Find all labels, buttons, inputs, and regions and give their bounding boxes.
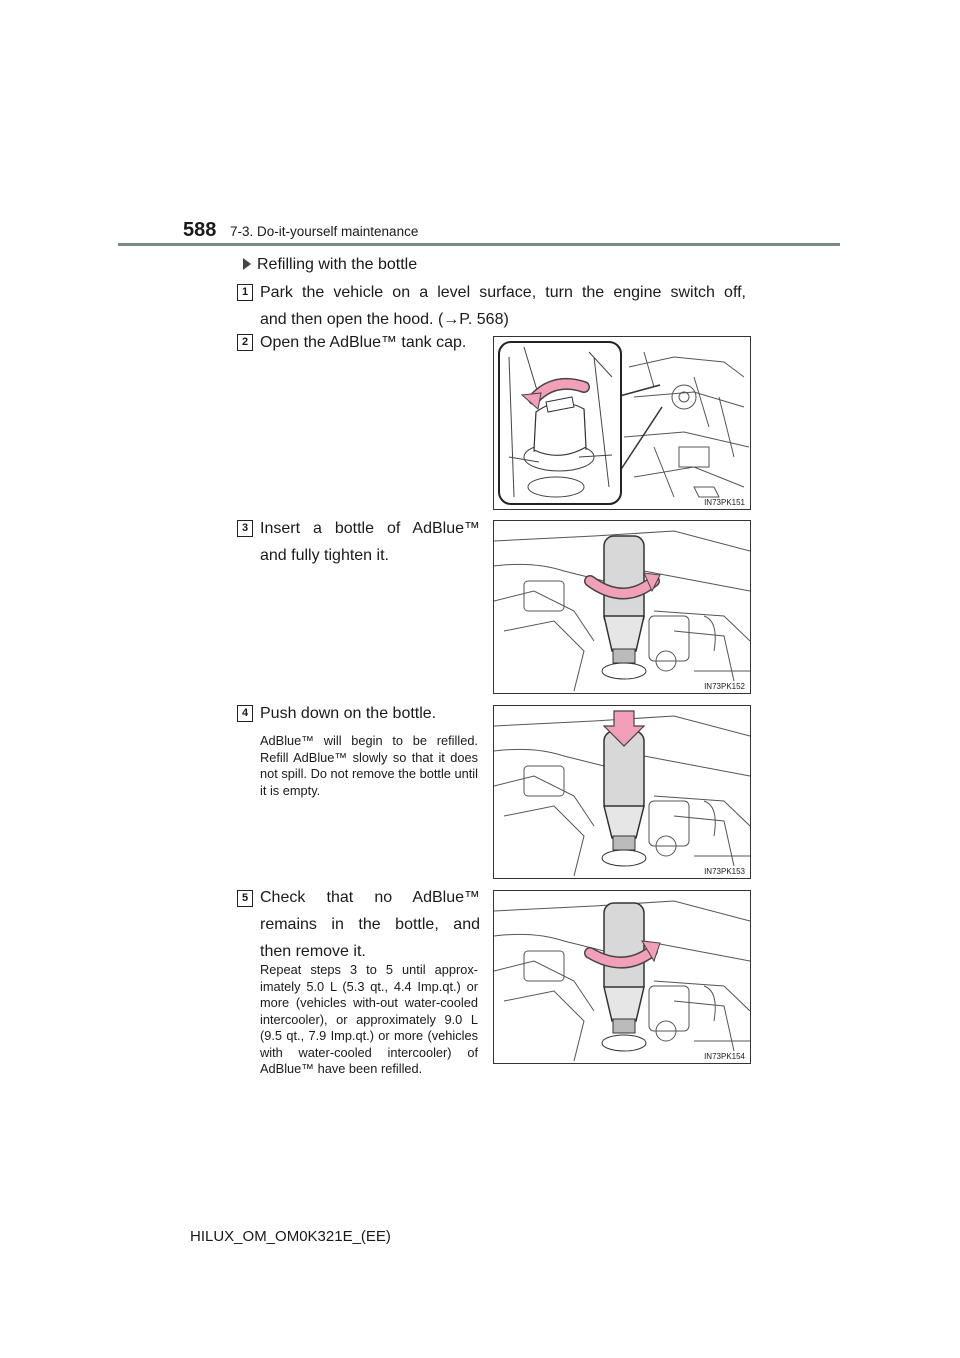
- section-title: 7-3. Do-it-yourself maintenance: [230, 224, 419, 239]
- header-rule: [118, 243, 840, 246]
- step-1-text: [260, 279, 746, 333]
- step-1-line-2: and then open the hood. (→P. 568): [260, 311, 509, 328]
- step-2-text: [260, 329, 480, 356]
- step-number-2: 2: [237, 334, 253, 351]
- step-4-text: [260, 700, 480, 727]
- step-number-1: 1: [237, 284, 253, 301]
- step-3-text: [260, 515, 480, 569]
- page-number: 588: [183, 219, 217, 241]
- step-1-line-1: Park the vehicle on a level surface, turn the engine switch off,: [260, 284, 746, 301]
- figure-code: IN73PK153: [704, 867, 745, 876]
- remove-bottle-illustration: [494, 891, 750, 1063]
- tank-cap-illustration: [494, 337, 750, 509]
- figure-code: IN73PK151: [704, 498, 745, 507]
- step-5-line-3: then remove it.: [260, 943, 366, 960]
- step-number-3: 3: [237, 520, 253, 537]
- step-3-line-1: Insert a bottle of AdBlue™: [260, 520, 480, 537]
- figure-push-bottle: [493, 705, 751, 879]
- step-4-line-1: Push down on the bottle.: [260, 705, 437, 722]
- step-number-5: 5: [237, 890, 253, 907]
- triangle-bullet-icon: [243, 258, 251, 270]
- figure-code: IN73PK154: [704, 1052, 745, 1061]
- figure-insert-bottle: [493, 520, 751, 694]
- footer-doc-id: HILUX_OM_OM0K321E_(EE): [190, 1228, 391, 1245]
- subheading: [243, 256, 417, 274]
- figure-remove-bottle: [493, 890, 751, 1064]
- figure-code: IN73PK152: [704, 682, 745, 691]
- step-3-line-2: and fully tighten it.: [260, 547, 389, 564]
- step-5-line-2: remains in the bottle, and: [260, 916, 480, 933]
- figure-open-tank-cap: [493, 336, 751, 510]
- step-4-note: AdBlue™ will begin to be refilled. Refill AdBlue™ slowly so that it does not spill. Do not remove the bottle until it is empty.: [260, 733, 478, 798]
- step-2-line-1: Open the AdBlue™ tank cap.: [260, 334, 467, 351]
- push-bottle-illustration: [494, 706, 750, 878]
- step-5-text: [260, 884, 480, 965]
- step-number-4: 4: [237, 705, 253, 722]
- step-5-note: Repeat steps 3 to 5 until approx-imately 5.0 L (5.3 qt., 4.4 Imp.qt.) or more (vehicles with-out water-cooled intercooler), or approximately 9.0 L (9.5 qt., 7.9 Imp.qt.) or more (vehicles with water-cooled intercooler) of AdBlue™ have been refilled.: [260, 962, 478, 1076]
- insert-bottle-illustration: [494, 521, 750, 693]
- step-5-line-1: Check that no AdBlue™: [260, 889, 480, 906]
- subheading-text: Refilling with the bottle: [257, 256, 418, 273]
